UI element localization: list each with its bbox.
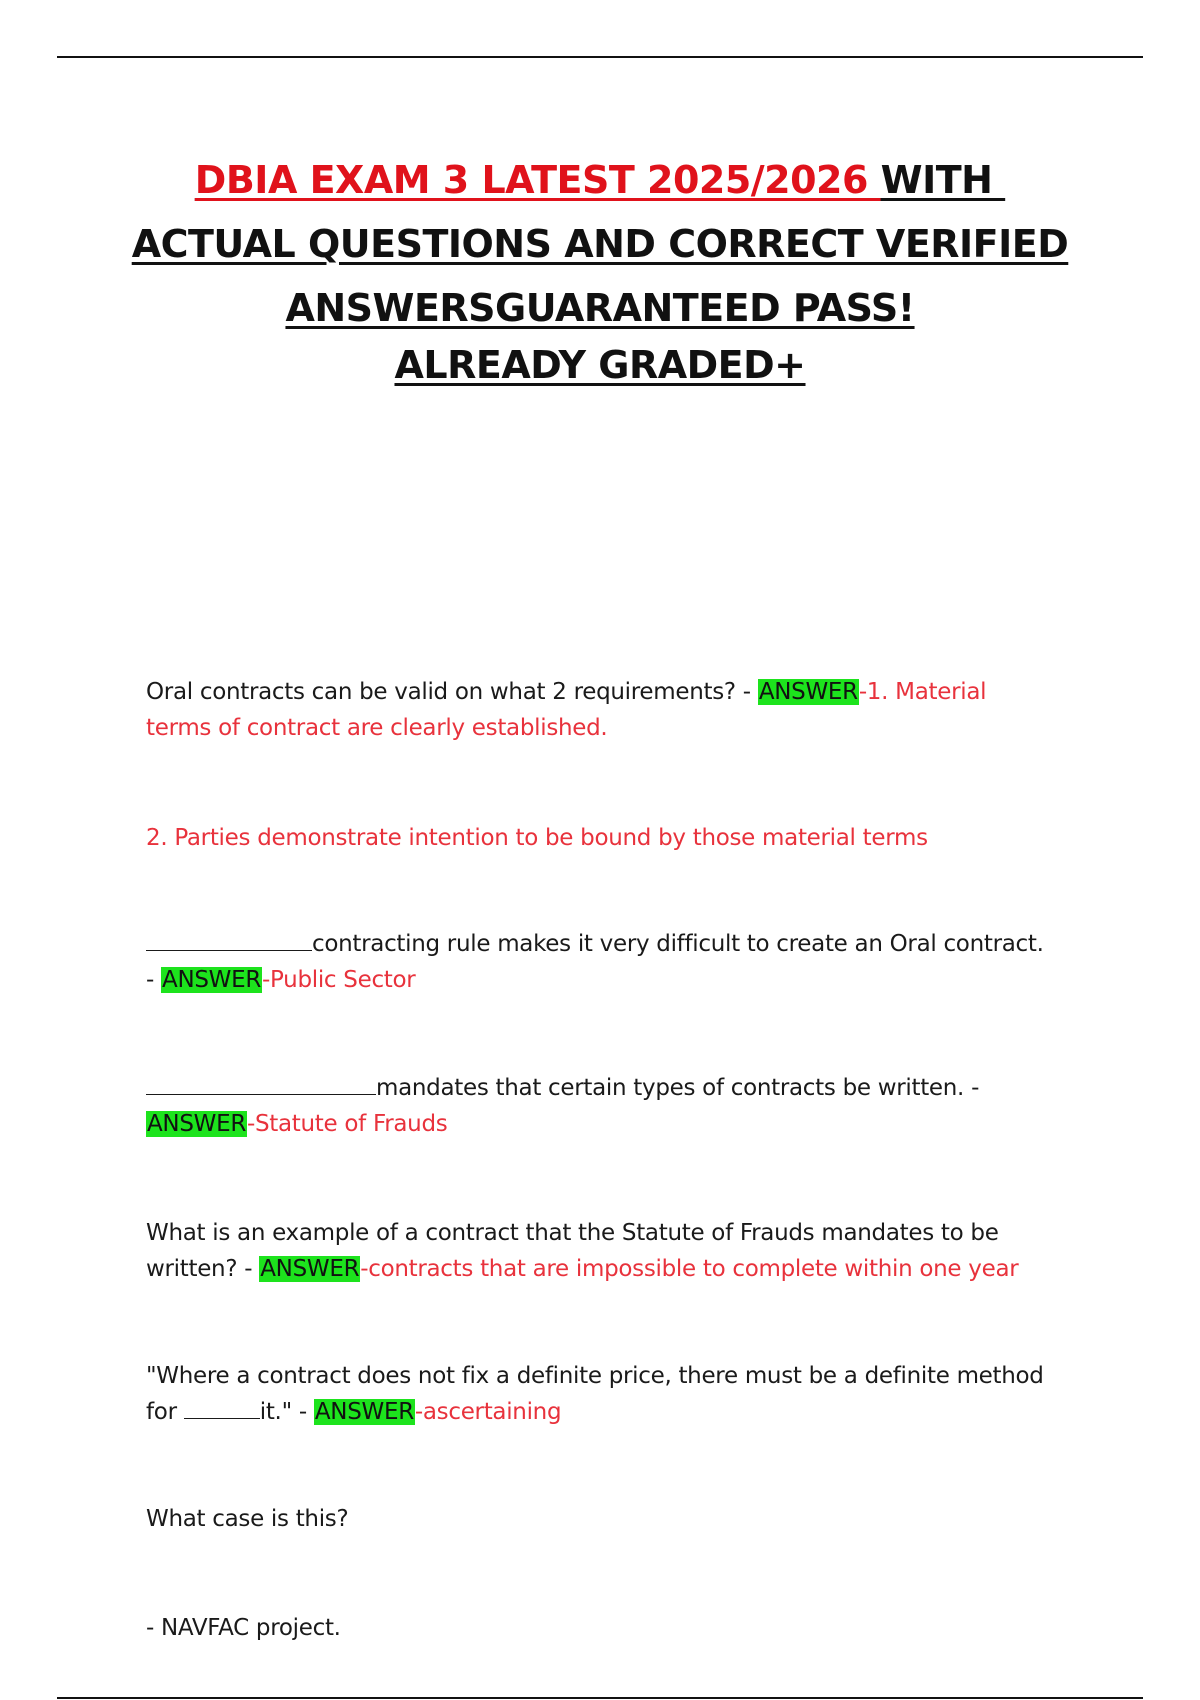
- title-red-part: DBIA EXAM 3 LATEST 2025/2026: [194, 158, 881, 202]
- answer-tag: ANSWER: [260, 1256, 360, 1282]
- answer-tag: ANSWER: [758, 679, 858, 705]
- top-divider: [57, 56, 1143, 58]
- answer-tag: ANSWER: [314, 1399, 414, 1425]
- question-text: mandates that certain types of contracts be written. -: [376, 1075, 980, 1101]
- answer-text: -1. Material terms of contract are clearly established.: [146, 679, 987, 741]
- detail-text: - NAVFAC project.: [146, 1615, 341, 1641]
- title-line-2: ACTUAL QUESTIONS AND CORRECT VERIFIED: [131, 222, 1069, 266]
- answer-tag: ANSWER: [162, 967, 262, 993]
- bottom-divider: [57, 1697, 1143, 1699]
- qa-item-4: [146, 1215, 1046, 1287]
- answer-text: -Public Sector: [262, 967, 416, 993]
- answer-text: 2. Parties demonstrate intention to be bound by those material terms: [146, 825, 928, 851]
- question-text-end: it." -: [259, 1399, 314, 1425]
- fill-blank: [184, 1394, 260, 1419]
- question-text: What case is this?: [146, 1506, 349, 1532]
- title-line-1-rest: WITH: [880, 158, 993, 202]
- qa-item-3: [146, 1070, 1046, 1142]
- qa-item-2: [146, 926, 1046, 998]
- title-line-4: ALREADY GRADED+: [394, 343, 806, 387]
- fill-blank: [146, 926, 312, 951]
- question-text: Oral contracts can be valid on what 2 requirements? -: [146, 679, 758, 705]
- fill-blank: [146, 1070, 376, 1095]
- answer-text: -ascertaining: [414, 1399, 562, 1425]
- qa-item-1-continued: [146, 820, 1046, 856]
- answer-text: -Statute of Frauds: [247, 1111, 448, 1137]
- question-text: What is an example of a contract that the Statute of Frauds mandates to be written? -: [146, 1220, 999, 1282]
- qa-item-6-detail: [146, 1610, 1046, 1646]
- qa-item-1: [146, 674, 1046, 746]
- qa-item-6: [146, 1501, 1046, 1537]
- title-line-3: ANSWERSGUARANTEED PASS!: [285, 286, 915, 330]
- title-line-1: [0, 148, 1200, 212]
- answer-tag: ANSWER: [147, 1111, 246, 1137]
- document-title: [0, 148, 1200, 390]
- question-text: "Where a contract does not fix a definite price, there must be a definite method for: [146, 1363, 1044, 1425]
- question-text: contracting rule makes it very difficult to create an Oral contract. -: [146, 931, 1044, 993]
- qa-item-5: [146, 1358, 1046, 1430]
- answer-text: -contracts that are impossible to complete within one year: [360, 1256, 1019, 1282]
